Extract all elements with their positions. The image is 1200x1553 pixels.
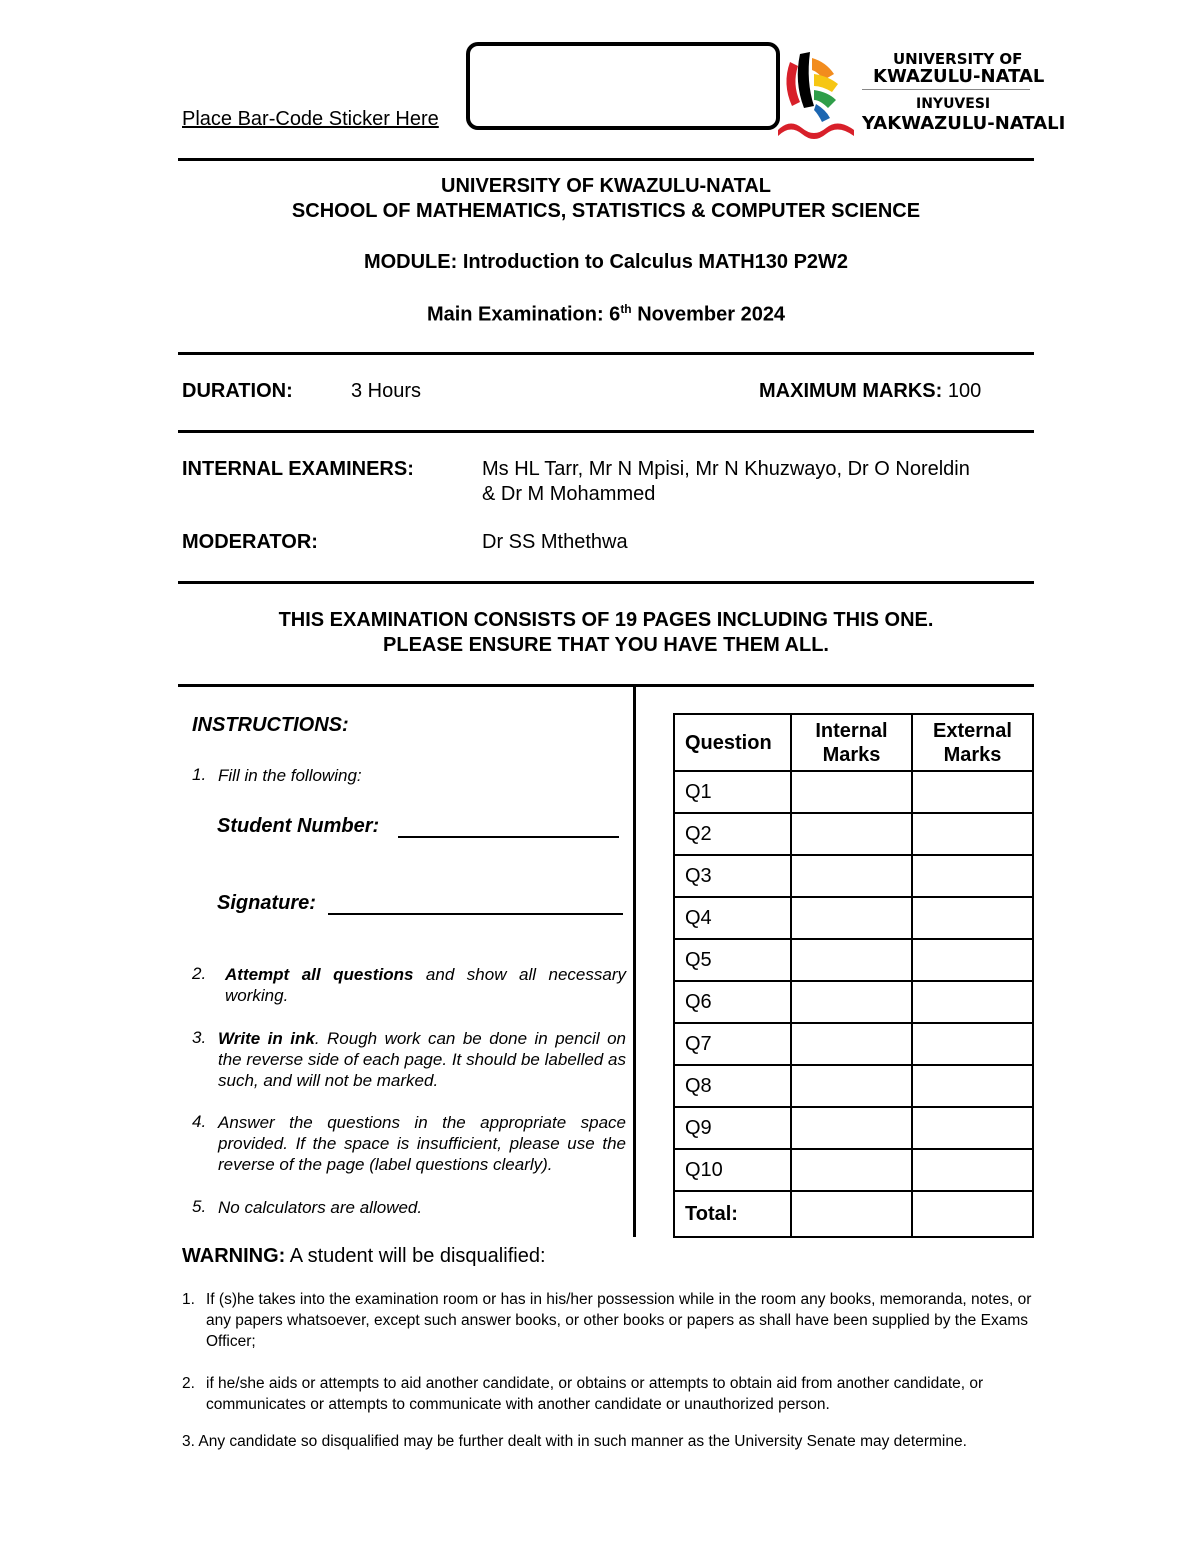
- student-number-field[interactable]: [398, 836, 619, 838]
- total-row: [674, 1191, 1033, 1237]
- student-number-label: Student Number:: [217, 815, 380, 837]
- instruction-5-number: 5.: [192, 1197, 207, 1216]
- instruction-2-bold: Attempt all questions: [225, 965, 414, 984]
- table-row: [674, 897, 1033, 939]
- divider-2: [178, 352, 1034, 355]
- row-label: Q7: [674, 1023, 791, 1065]
- table-row: [674, 939, 1033, 981]
- instruction-3-bold: Write in ink: [218, 1029, 315, 1048]
- col-external-line2: Marks: [943, 743, 1002, 766]
- instruction-5-text: No calculators are allowed.: [218, 1198, 423, 1217]
- internal-total-cell[interactable]: [791, 1191, 912, 1237]
- exam-label: Main Examination: 6: [426, 303, 621, 326]
- module-value: Introduction to Calculus MATH130 P2W2: [462, 251, 849, 273]
- max-marks-value: 100: [947, 380, 982, 402]
- table-row: [674, 1149, 1033, 1191]
- logo-red-wave: [778, 123, 854, 139]
- max-marks-line: [759, 380, 981, 403]
- logo-black-shield: [798, 52, 814, 108]
- col-internal-marks: [791, 714, 912, 771]
- warning-item-3-text: Any candidate so disqualified may be further dealt with in such manner as the University Senate may determine.: [198, 1433, 967, 1450]
- row-label: Q3: [674, 855, 791, 897]
- external-mark-cell[interactable]: [912, 939, 1033, 981]
- marks-table-header: [674, 714, 1033, 771]
- row-label: Q10: [674, 1149, 791, 1191]
- row-label: Q6: [674, 981, 791, 1023]
- col-external-marks: [912, 714, 1033, 771]
- internal-mark-cell[interactable]: [791, 981, 912, 1023]
- internal-mark-cell[interactable]: [791, 1023, 912, 1065]
- warning-intro: A student will be disqualified:: [289, 1245, 546, 1267]
- col-question: Question: [674, 714, 791, 771]
- max-marks-label: MAXIMUM MARKS:: [759, 380, 943, 402]
- instruction-2-text: [225, 964, 626, 1006]
- col-external-line1: External: [933, 719, 1012, 742]
- instruction-4-text: Answer the questions in the appropriate space provided. If the space is insufficient, please use the reverse of the page (label questions clearly).: [218, 1113, 626, 1174]
- moderator-label: MODERATOR:: [182, 531, 318, 553]
- internal-mark-cell[interactable]: [791, 855, 912, 897]
- warning-item-1-number: 1.: [182, 1291, 195, 1308]
- external-mark-cell[interactable]: [912, 771, 1033, 813]
- table-row: [674, 1107, 1033, 1149]
- external-mark-cell[interactable]: [912, 855, 1033, 897]
- notice-line1: THIS EXAMINATION CONSISTS OF 19 PAGES INCLUDING THIS ONE.: [278, 609, 934, 631]
- internal-mark-cell[interactable]: [791, 1107, 912, 1149]
- logo-text-line1: UNIVERSITY OF: [893, 50, 1023, 68]
- external-mark-cell[interactable]: [912, 813, 1033, 855]
- external-mark-cell[interactable]: [912, 1149, 1033, 1191]
- row-label: Q1: [674, 771, 791, 813]
- col-internal-line1: Internal: [815, 719, 888, 742]
- table-row: [674, 981, 1033, 1023]
- instruction-2-rest: and show all necessary working.: [225, 965, 626, 1005]
- internal-mark-cell[interactable]: [791, 771, 912, 813]
- instruction-4-number: 4.: [192, 1112, 207, 1131]
- instruction-1-number: 1.: [192, 765, 207, 784]
- internal-mark-cell[interactable]: [791, 813, 912, 855]
- instructions-heading: INSTRUCTIONS:: [192, 714, 349, 736]
- external-mark-cell[interactable]: [912, 1023, 1033, 1065]
- module-label: MODULE:: [363, 251, 458, 273]
- table-row: [674, 1023, 1033, 1065]
- external-mark-cell[interactable]: [912, 1065, 1033, 1107]
- row-label: Q2: [674, 813, 791, 855]
- divider-5: [178, 684, 1034, 687]
- logo-text-line4: YAKWAZULU-NATALI: [862, 113, 1066, 134]
- warning-item-2-number: 2.: [182, 1375, 195, 1392]
- row-label: Q9: [674, 1107, 791, 1149]
- university-shield-logo-icon: [776, 44, 858, 140]
- instruction-3-text: [218, 1028, 626, 1091]
- logo-text-line3: INYUVESI: [916, 96, 991, 112]
- divider-top: [178, 158, 1034, 161]
- warning-item-1-text: If (s)he takes into the examination room or has in his/her possession while in the room any books, memoranda, notes, or any papers whatsoever, except such answer books, or other books or papers as shall have been supplied by the Exams Officer;: [206, 1291, 1032, 1350]
- signature-field[interactable]: [328, 913, 623, 915]
- instruction-3-rest: . Rough work can be done in pencil on the reverse side of each page. It should be labelled as such, and will not be marked.: [218, 1029, 626, 1090]
- exam-date-superscript: th: [620, 302, 632, 316]
- duration-label: DURATION:: [182, 380, 293, 402]
- divider-4: [178, 581, 1034, 584]
- university-name: UNIVERSITY OF KWAZULU-NATAL: [441, 175, 771, 197]
- exam-date-line: [178, 302, 1034, 327]
- logo-text-line2: KWAZULU-NATAL: [873, 66, 1045, 87]
- table-row: [674, 855, 1033, 897]
- table-row: [674, 771, 1033, 813]
- internal-mark-cell[interactable]: [791, 897, 912, 939]
- warning-label: WARNING:: [182, 1245, 286, 1267]
- internal-mark-cell[interactable]: [791, 1149, 912, 1191]
- module-line: [178, 251, 1034, 274]
- signature-label: Signature:: [217, 892, 316, 914]
- moderator-value: Dr SS Mthethwa: [482, 531, 628, 553]
- external-mark-cell[interactable]: [912, 981, 1033, 1023]
- warning-line: [182, 1245, 546, 1268]
- warning-item-2-text: if he/she aids or attempts to aid another candidate, or obtains or attempts to obtain aid from another candidate, or communicates or attempts to communicate with another candidate or unauthorized person.: [206, 1375, 984, 1413]
- internal-mark-cell[interactable]: [791, 939, 912, 981]
- school-name: SCHOOL OF MATHEMATICS, STATISTICS & COMPUTER SCIENCE: [291, 200, 921, 222]
- duration-value: 3 Hours: [351, 380, 422, 402]
- external-total-cell[interactable]: [912, 1191, 1033, 1237]
- divider-3: [178, 430, 1034, 433]
- examiners-line2: & Dr M Mohammed: [482, 483, 656, 505]
- barcode-sticker-box: [466, 42, 780, 130]
- logo-divider: [862, 89, 1030, 90]
- instruction-1-text: Fill in the following:: [218, 766, 362, 785]
- row-label: Q4: [674, 897, 791, 939]
- instruction-3-number: 3.: [192, 1028, 207, 1047]
- notice-line2: PLEASE ENSURE THAT YOU HAVE THEM ALL.: [383, 634, 829, 656]
- examiners-line1: Ms HL Tarr, Mr N Mpisi, Mr N Khuzwayo, Dr O Noreldin: [482, 458, 970, 480]
- row-label: Q8: [674, 1065, 791, 1107]
- external-mark-cell[interactable]: [912, 897, 1033, 939]
- barcode-label: Place Bar-Code Sticker Here: [182, 108, 439, 130]
- column-divider: [633, 687, 636, 1237]
- table-row: [674, 813, 1033, 855]
- examiners-label: INTERNAL EXAMINERS:: [182, 458, 414, 480]
- col-internal-line2: Marks: [822, 743, 881, 766]
- internal-mark-cell[interactable]: [791, 1065, 912, 1107]
- total-label: Total:: [674, 1191, 791, 1237]
- instruction-2-number: 2.: [192, 964, 207, 983]
- external-mark-cell[interactable]: [912, 1107, 1033, 1149]
- warning-item-3: [182, 1431, 1034, 1452]
- row-label: Q5: [674, 939, 791, 981]
- table-row: [674, 1065, 1033, 1107]
- marks-table: [673, 713, 1034, 1238]
- exam-date: November 2024: [631, 303, 786, 326]
- warning-item-3-number: 3.: [182, 1433, 195, 1450]
